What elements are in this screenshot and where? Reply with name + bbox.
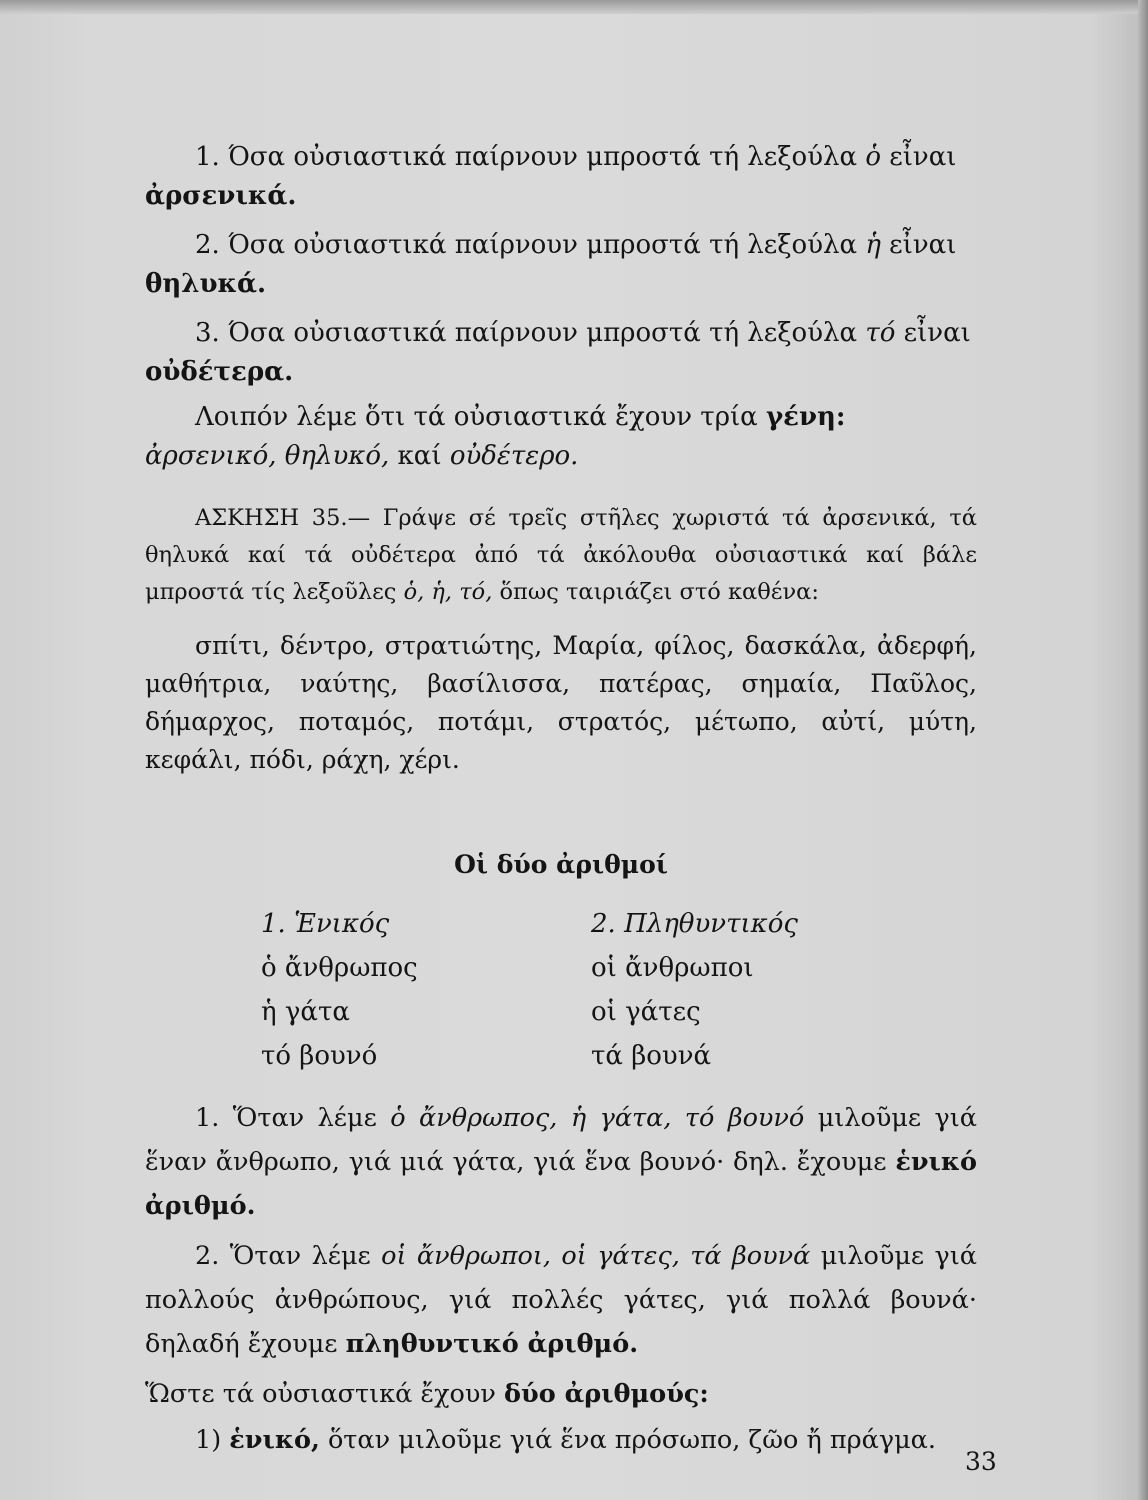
conclusion-italic: ἀρσενικό, θηλυκό, <box>145 441 390 471</box>
rule-text: Όσα οὐσιαστικά παίρνουν μπροστά τή λεξούλα <box>228 230 858 260</box>
rule-1 <box>145 138 977 216</box>
rule-text-end: εἶναι <box>889 230 957 260</box>
list-item-text: ὅταν μιλοῦμε γιά ἕνα πρόσωπο, ζῶο ἤ πράγμα. <box>327 1425 936 1455</box>
table-header-row <box>261 902 977 946</box>
singular-cell: ὁ ἄνθρωπος <box>261 953 418 983</box>
explanation-italic: οἱ ἄνθρωποι, οἱ γάτες, τά βουνά <box>381 1241 811 1271</box>
rule-3 <box>145 314 977 392</box>
rule-gender: ἀρσενικά. <box>145 181 297 211</box>
rule-article: ὁ <box>865 142 881 172</box>
exercise-paragraph <box>145 500 977 611</box>
table-row <box>261 946 977 990</box>
conclusion-italic-end: οὐδέτερο. <box>449 441 579 471</box>
rule-number: 2. <box>195 230 220 260</box>
exercise-text: — Γράψε σέ τρεῖς στῆλες χωριστά τά ἀρσενικά, τά θηλυκά καί τά οὐδέτερα ἀπό τά ἀκόλουθα οὐσιαστικά καί βάλε μπροστά τίς λεξοῦλες <box>145 505 977 605</box>
explanation-lead: 1. Ὅταν λέμε <box>195 1103 377 1133</box>
explanation-lead: 2. Ὅταν λέμε <box>195 1241 371 1271</box>
exercise-end: ὅπως ταιριάζει στό καθένα: <box>499 579 819 605</box>
page-top-shadow <box>0 0 1148 14</box>
singular-cell: τό βουνό <box>261 1041 378 1071</box>
explanation-1 <box>145 1096 977 1228</box>
exercise-label: ΑΣΚΗΣΗ 35. <box>195 505 348 531</box>
rule-article: τό <box>865 318 896 348</box>
rule-gender: θηλυκά. <box>145 269 267 299</box>
list-item-bold: ἑνικό, <box>229 1425 320 1455</box>
rule-number: 3. <box>195 318 220 348</box>
conclusion-text: Λοιπόν λέμε ὅτι τά οὐσιαστικά ἔχουν τρία <box>195 402 758 432</box>
rule-text: Όσα οὐσιαστικά παίρνουν μπροστά τή λεξούλα <box>228 318 858 348</box>
conclusion-joiner: καί <box>397 441 442 471</box>
explanations <box>145 1096 977 1462</box>
numbers-table <box>261 902 977 1078</box>
plural-heading: 2. Πληθυντικός <box>591 909 798 939</box>
rule-article: ἡ <box>865 230 881 260</box>
explanation-bold: ἑνικό ἀριθμό. <box>145 1147 977 1221</box>
page-number: 33 <box>965 1447 997 1476</box>
explanation-2 <box>145 1234 977 1366</box>
conclusion-bold: γένη: <box>766 402 846 432</box>
page-right-shadow <box>1138 0 1148 1500</box>
rule-number: 1. <box>195 142 220 172</box>
exercise-articles: ὁ, ἡ, τό, <box>403 579 493 605</box>
singular-heading: 1. Ἑνικός <box>261 909 390 939</box>
conclusion <box>145 398 977 476</box>
summary-bold: δύο ἀριθμούς: <box>504 1379 709 1409</box>
table-row <box>261 1034 977 1078</box>
plural-cell: οἱ γάτες <box>591 997 701 1027</box>
list-item-number: 1) <box>195 1425 222 1455</box>
singular-cell: ἡ γάτα <box>261 997 350 1027</box>
rule-text-end: εἶναι <box>889 142 957 172</box>
explanation-bold: πληθυντικό ἀριθμό. <box>345 1329 639 1359</box>
plural-cell: οἱ ἄνθρωποι <box>591 953 754 983</box>
summary-text: Ὥστε τά οὐσιαστικά ἔχουν <box>145 1379 496 1409</box>
section-heading: Οἱ δύο ἀριθμοί <box>454 850 668 879</box>
rule-text-end: εἶναι <box>903 318 971 348</box>
list-item <box>145 1418 977 1462</box>
summary <box>145 1372 977 1416</box>
rule-2 <box>145 226 977 304</box>
rule-gender: οὐδέτερα. <box>145 357 294 387</box>
page-content <box>145 138 977 1462</box>
exercise-words: σπίτι, δέντρο, στρατιώτης, Μαρία, φίλος, δασκάλα, ἀδερφή, μαθήτρια, ναύτης, βασίλισσα, πατέρας, σημαία, Παῦλος, δήμαρχος, ποταμός, ποτάμι, στρατός, μέτωπο, αὐτί, μύτη, κεφάλι, πόδι, ράχη, χέρι. <box>145 631 977 774</box>
table-row <box>261 990 977 1034</box>
explanation-text: μιλοῦμε γιά ἕναν ἄνθρωπο, γιά μιά γάτα, γιά ἕνα βουνό· δηλ. ἔχουμε <box>145 1103 978 1177</box>
explanation-italic: ὁ ἄνθρωπος, ἡ γάτα, τό βουνό <box>390 1103 805 1133</box>
explanation-text: μιλοῦμε γιά πολλούς ἀνθρώπους, γιά πολλές γάτες, γιά πολλά βουνά· δηλαδή ἔχουμε <box>145 1241 977 1359</box>
plural-cell: τά βουνά <box>591 1041 712 1071</box>
rule-text: Όσα οὐσιαστικά παίρνουν μπροστά τή λεξούλα <box>228 142 858 172</box>
